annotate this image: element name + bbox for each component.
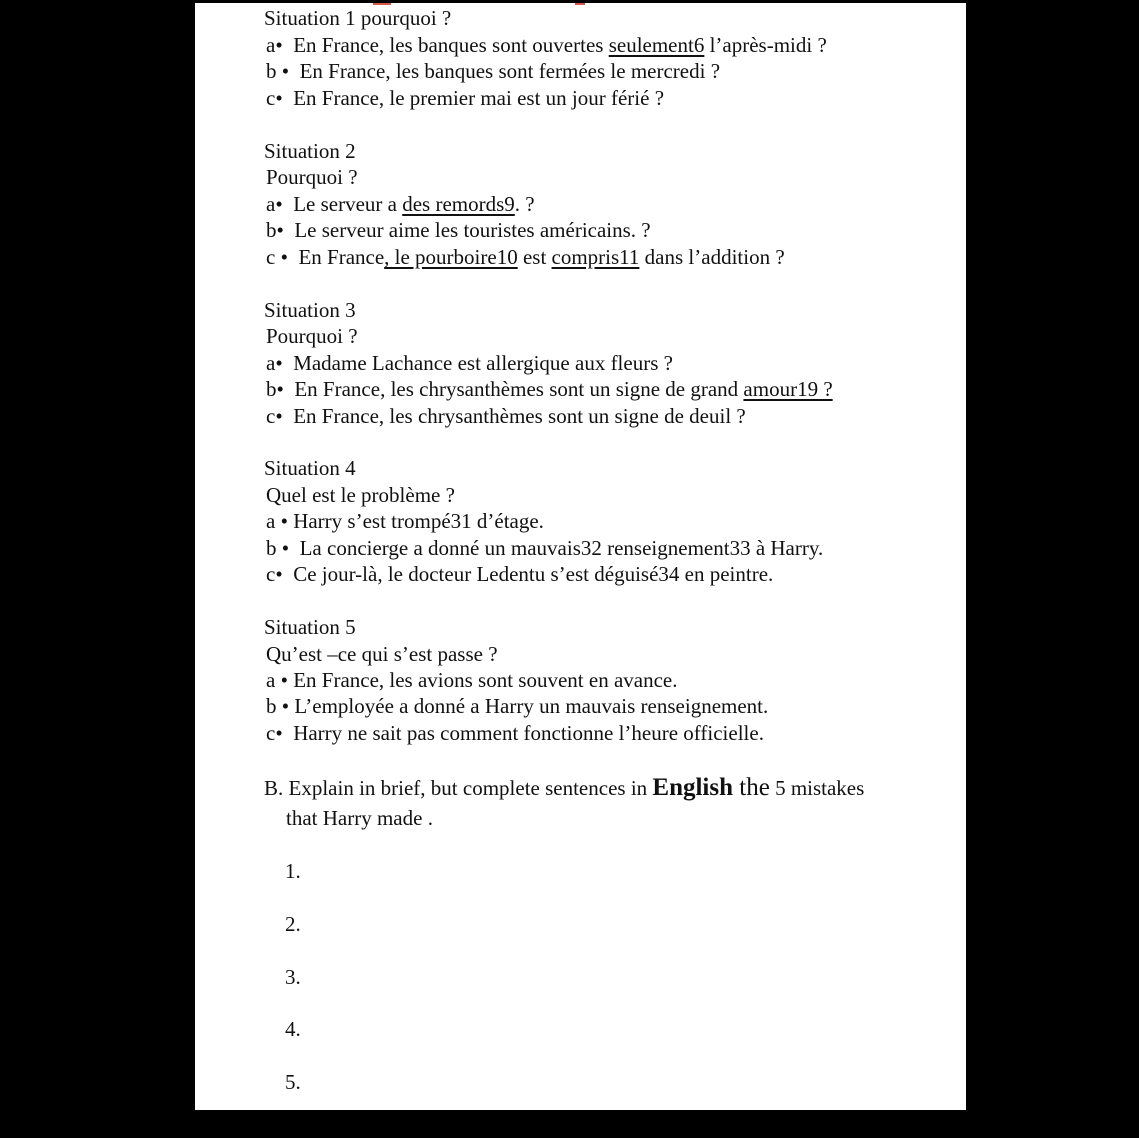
situation-4-option-c	[266, 561, 773, 587]
document-page	[195, 3, 966, 1110]
situation-2-title: Situation 2	[264, 139, 356, 163]
option-text: En France, les avions sont souvent en avance.	[293, 668, 678, 692]
part-b-instructions	[264, 774, 864, 802]
situation-5-question: Qu’est –ce qui s’est passe ?	[266, 642, 498, 666]
instruction-text: B. Explain in brief, but complete sentences in	[264, 776, 653, 800]
option-marker: c •	[266, 245, 288, 269]
option-marker: b•	[266, 377, 284, 401]
situation-2-option-c	[266, 244, 785, 270]
answer-number-3: 3.	[285, 965, 301, 989]
underlined-word: des remords9	[402, 192, 515, 216]
situation-4-option-a	[266, 508, 544, 534]
option-text: Harry ne sait pas comment fonctionne l’heure officielle.	[293, 721, 764, 745]
option-marker: b •	[266, 694, 290, 718]
option-text: En France, les chrysanthèmes sont un signe de grand	[294, 377, 744, 401]
situation-1-option-a	[266, 32, 827, 58]
option-marker: c•	[266, 404, 283, 428]
situation-1-option-c	[266, 85, 664, 111]
option-text: L’employée a donné a Harry un mauvais renseignement.	[294, 694, 769, 718]
red-mark	[575, 3, 585, 5]
option-text: Madame Lachance est allergique aux fleurs ?	[293, 351, 673, 375]
option-marker: a•	[266, 192, 283, 216]
option-text: est	[517, 245, 552, 269]
situation-3-title: Situation 3	[264, 298, 356, 322]
underlined-word: , le pourboire10	[384, 245, 518, 269]
situation-1-title: Situation 1 pourquoi ?	[264, 6, 452, 30]
answer-number-5: 5.	[285, 1070, 301, 1094]
answer-number-1: 1.	[285, 859, 301, 883]
answer-number-4: 4.	[285, 1017, 301, 1041]
instruction-the: the	[733, 774, 770, 801]
option-text: En France, les banques sont fermées le mercredi ?	[299, 59, 721, 83]
situation-3-option-a	[266, 350, 673, 376]
underlined-word: seulement6	[608, 33, 705, 57]
option-marker: b •	[266, 536, 290, 560]
instruction-text: 5 mistakes	[769, 776, 865, 800]
situation-5-option-b	[266, 693, 768, 719]
option-text: En France, le premier mai est un jour férié ?	[293, 86, 665, 110]
situation-4-question: Quel est le problème ?	[266, 483, 455, 507]
option-marker: a•	[266, 351, 283, 375]
option-marker: c•	[266, 86, 283, 110]
option-text: La concierge a donné un mauvais32 renseignement33 à Harry.	[299, 536, 824, 560]
option-text: Le serveur aime les touristes américains. ?	[294, 218, 651, 242]
situation-5-option-c	[266, 720, 764, 746]
option-text: En France	[298, 245, 385, 269]
option-marker: c•	[266, 562, 283, 586]
option-marker: a•	[266, 33, 283, 57]
option-marker: a •	[266, 509, 288, 533]
situation-3-question: Pourquoi ?	[266, 324, 358, 348]
part-b-instructions-line2: that Harry made .	[286, 806, 433, 830]
underlined-word: amour19 ?	[743, 377, 833, 401]
option-text: Le serveur a	[293, 192, 403, 216]
situation-4-option-b	[266, 535, 823, 561]
situation-4-title: Situation 4	[264, 456, 356, 480]
option-marker: b •	[266, 59, 290, 83]
situation-1-option-b	[266, 58, 720, 84]
situation-5-option-a	[266, 667, 678, 693]
option-text: . ?	[514, 192, 535, 216]
underlined-word: compris11	[551, 245, 640, 269]
option-text: En France, les banques sont ouvertes	[293, 33, 609, 57]
option-text: l’après-midi ?	[704, 33, 827, 57]
option-marker: c•	[266, 721, 283, 745]
emphasis-english: English	[652, 774, 734, 801]
option-text: Ce jour-là, le docteur Ledentu s’est déguisé34 en peintre.	[293, 562, 774, 586]
situation-2-option-b	[266, 217, 651, 243]
option-text: Harry s’est trompé31 d’étage.	[293, 509, 544, 533]
option-text: En France, les chrysanthèmes sont un signe de deuil ?	[293, 404, 746, 428]
option-marker: b•	[266, 218, 284, 242]
situation-3-option-c	[266, 403, 746, 429]
situation-2-option-a	[266, 191, 535, 217]
answer-number-2: 2.	[285, 912, 301, 936]
situation-3-option-b	[266, 376, 833, 402]
option-marker: a •	[266, 668, 288, 692]
situation-2-question: Pourquoi ?	[266, 165, 358, 189]
situation-5-title: Situation 5	[264, 615, 356, 639]
option-text: dans l’addition ?	[639, 245, 785, 269]
